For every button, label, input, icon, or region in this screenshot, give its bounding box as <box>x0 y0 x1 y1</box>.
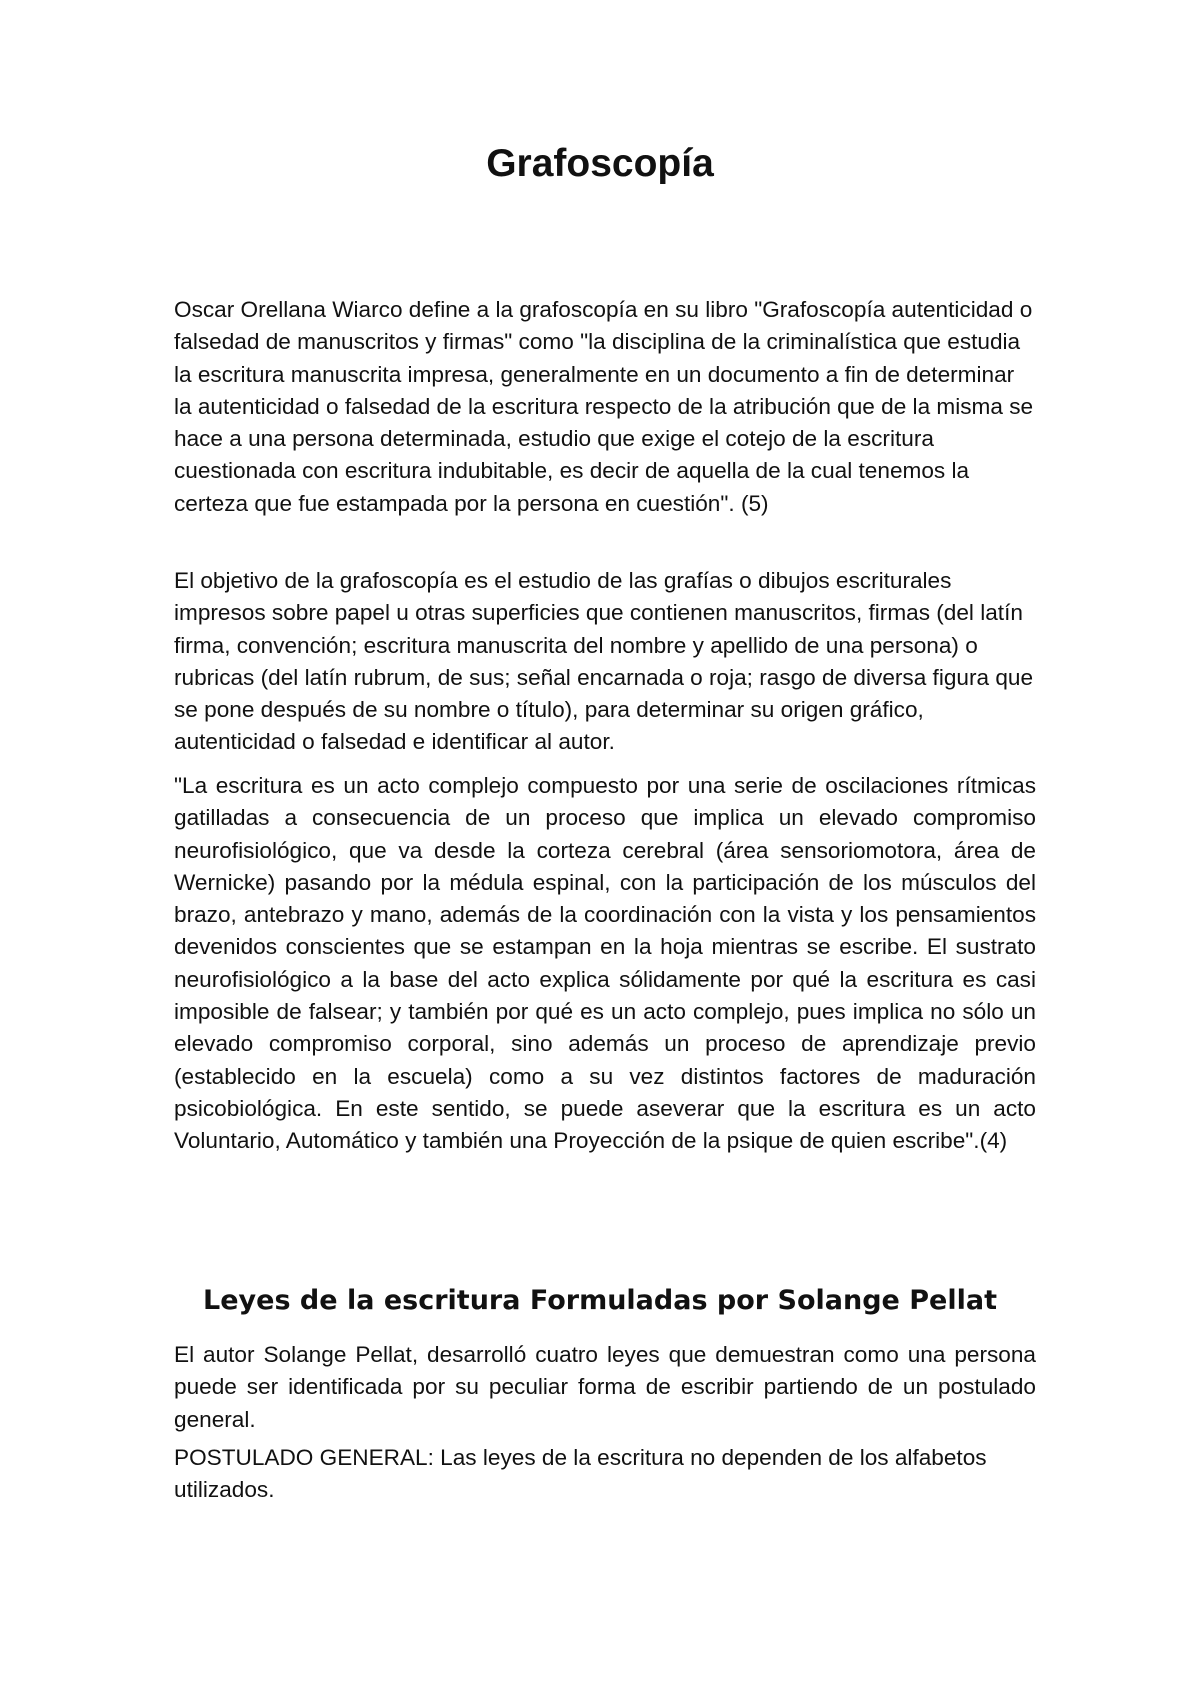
section-heading: Leyes de la escritura Formuladas por Solange Pellat <box>203 1285 997 1316</box>
intro-paragraph: Oscar Orellana Wiarco define a la grafoscopía en su libro "Grafoscopía autenticidad o falsedad de manuscritos y firmas" como "la disciplina de la criminalística que estudia la escritura manuscrita impresa, generalmente en un documento a fin de determinar la autenticidad o falsedad de la escritura respecto de la atribución que de la misma se hace a una persona determinada, estudio que exige el cotejo de la escritura cuestionada con escritura indubitable, es decir de aquella de la cual tenemos la certeza que fue estampada por la persona en cuestión". (5) <box>174 297 1034 516</box>
quote-paragraph: "La escritura es un acto complejo compuesto por una serie de oscilaciones rítmicas gatilladas a consecuencia de un proceso que implica un elevado compromiso neurofisiológico, que va desde la corteza cerebral (área sensoriomotora, área de Wernicke) pasando por la médula espinal, con la participación de los músculos del brazo, antebrazo y mano, además de la coordinación con la vista y los pensamientos devenidos conscientes que se estampan en la hoja mientras se escribe. El sustrato neurofisiológico a la base del acto explica sólidamente por qué la escritura es casi imposible de falsear; y también por qué es un acto complejo, pues implica no sólo un elevado compromiso corporal, sino además un proceso de aprendizaje previo (establecido en la escuela) como a su vez distintos factores de maduración psicobiológica. En este sentido, se puede aseverar que la escritura es un acto Voluntario, Automático y también una Proyección de la psique de quien escribe".(4) <box>174 773 1036 1154</box>
general-postulate-paragraph: POSTULADO GENERAL: Las leyes de la escritura no dependen de los alfabetos utilizados. <box>174 1445 987 1503</box>
objective-paragraph: El objetivo de la grafoscopía es el estudio de las grafías o dibujos escriturales impresos sobre papel u otras superficies que contienen manuscritos, firmas (del latín firma, convención; escritura manuscrita del nombre y apellido de una persona) o rubricas (del latín rubrum, de sus; señal encarnada o roja; rasgo de diversa figura que se pone después de su nombre o título), para determinar su origen gráfico, autenticidad o falsedad e identificar al autor. <box>174 568 1034 755</box>
pellat-paragraph: El autor Solange Pellat, desarrolló cuatro leyes que demuestran como una persona puede ser identificada por su peculiar forma de escribir partiendo de un postulado general. <box>174 1342 1036 1432</box>
document-title: Grafoscopía <box>486 142 714 185</box>
